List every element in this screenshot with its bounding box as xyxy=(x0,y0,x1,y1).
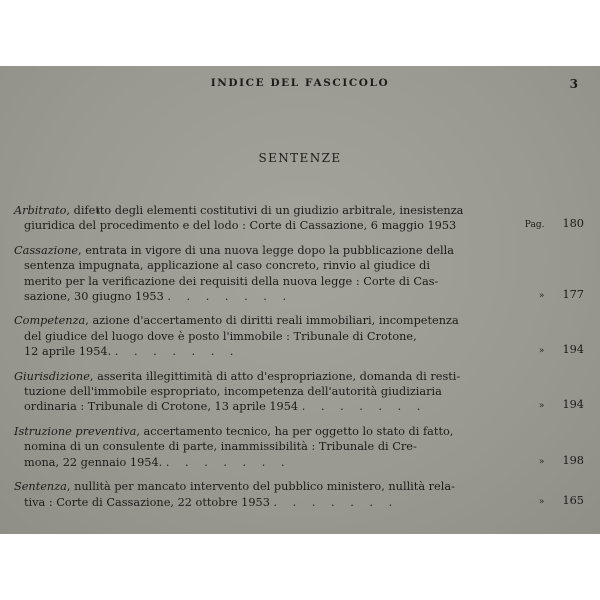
document-page xyxy=(0,66,600,534)
index-entry xyxy=(14,313,584,359)
entry-line: tiva : Corte di Cassazione, 22 ottobre 1953 xyxy=(24,495,270,509)
index-entries xyxy=(14,203,584,519)
entry-line: , entrata in vigore di una nuova legge dopo la pubblicazione della xyxy=(78,243,454,257)
page-mark: » xyxy=(538,291,545,302)
entry-page: 194 xyxy=(562,343,584,357)
page-header xyxy=(0,77,600,93)
entry-subject: Arbitrato xyxy=(14,204,67,217)
entry-line: 12 aprile 1954. xyxy=(24,345,112,359)
entry-reference xyxy=(539,287,584,304)
dot-leader: . . . . . . . xyxy=(167,290,293,304)
dot-leader: . . . . . . . xyxy=(273,495,399,509)
entry-line: merito per la verificazione dei requisiti della nuova legge : Corte di Cas- xyxy=(24,274,439,288)
entry-reference xyxy=(539,453,584,470)
entry-line: sazione, 30 giugno 1953 xyxy=(24,290,164,304)
entry-line: , asserita illegittimità di atto d'espropriazione, domanda di resti- xyxy=(89,369,461,383)
entry-line: , difetto degli elementi costitutivi di un giudizio arbitrale, inesistenza xyxy=(66,204,464,217)
entry-line: , accertamento tecnico, ha per oggetto lo stato di fatto, xyxy=(136,424,454,438)
entry-reference xyxy=(539,342,584,359)
entry-line: , azione d'accertamento di diritti reali immobiliari, incompetenza xyxy=(85,314,459,328)
dot-leader: . . . . . . . xyxy=(114,345,240,359)
entry-line: sentenza impugnata, applicazione al caso concreto, rinvio al giudice di xyxy=(24,259,431,273)
entry-subject: Istruzione preventiva xyxy=(14,424,137,438)
entry-page: 194 xyxy=(562,398,584,412)
section-title: SENTENZE xyxy=(258,151,342,165)
page-mark: » xyxy=(538,456,545,467)
entry-page: 165 xyxy=(562,493,584,507)
header-title: INDICE DEL FASCICOLO xyxy=(210,77,390,89)
entry-reference xyxy=(525,216,584,233)
entry-subject: Giurisdizione xyxy=(14,369,90,383)
page-number: 3 xyxy=(569,77,578,91)
entry-subject: Competenza xyxy=(14,314,86,328)
entry-line: nomina di un consulente di parte, inammissibilità : Tribunale di Cre- xyxy=(24,440,417,454)
entry-subject: Cassazione xyxy=(14,243,79,257)
page-mark: » xyxy=(538,496,545,507)
entry-line: , nullità per mancato intervento del pubblico ministero, nullità rela- xyxy=(66,480,455,494)
index-entry xyxy=(14,203,584,234)
index-entry xyxy=(14,424,584,470)
index-entry xyxy=(14,243,584,305)
entry-page: 177 xyxy=(562,288,584,302)
entry-page: 198 xyxy=(562,453,584,467)
entry-line: giuridica del procedimento e del lodo : Corte di Cassazione, 6 maggio 1953 xyxy=(24,219,457,233)
page-mark: Pag. xyxy=(524,220,545,231)
entry-line: del giudice del luogo dove è posto l'immobile : Tribunale di Crotone, xyxy=(24,329,417,343)
entry-reference xyxy=(539,397,584,414)
entry-line: mona, 22 gennaio 1954. xyxy=(24,455,163,469)
dot-leader: . . . . . . . xyxy=(165,455,291,469)
index-entry xyxy=(14,479,584,510)
entry-line: ordinaria : Tribunale di Crotone, 13 aprile 1954 xyxy=(24,400,299,414)
entry-line: tuzione dell'immobile espropriato, incompetenza dell'autorità giudiziaria xyxy=(24,385,442,399)
page-mark: » xyxy=(538,346,545,357)
entry-reference xyxy=(539,493,584,510)
index-entry xyxy=(14,369,584,415)
entry-page: 180 xyxy=(562,217,584,231)
page-mark: » xyxy=(538,401,545,412)
entry-subject: Sentenza xyxy=(14,480,67,494)
dot-leader: . . . . . . . xyxy=(301,400,427,414)
